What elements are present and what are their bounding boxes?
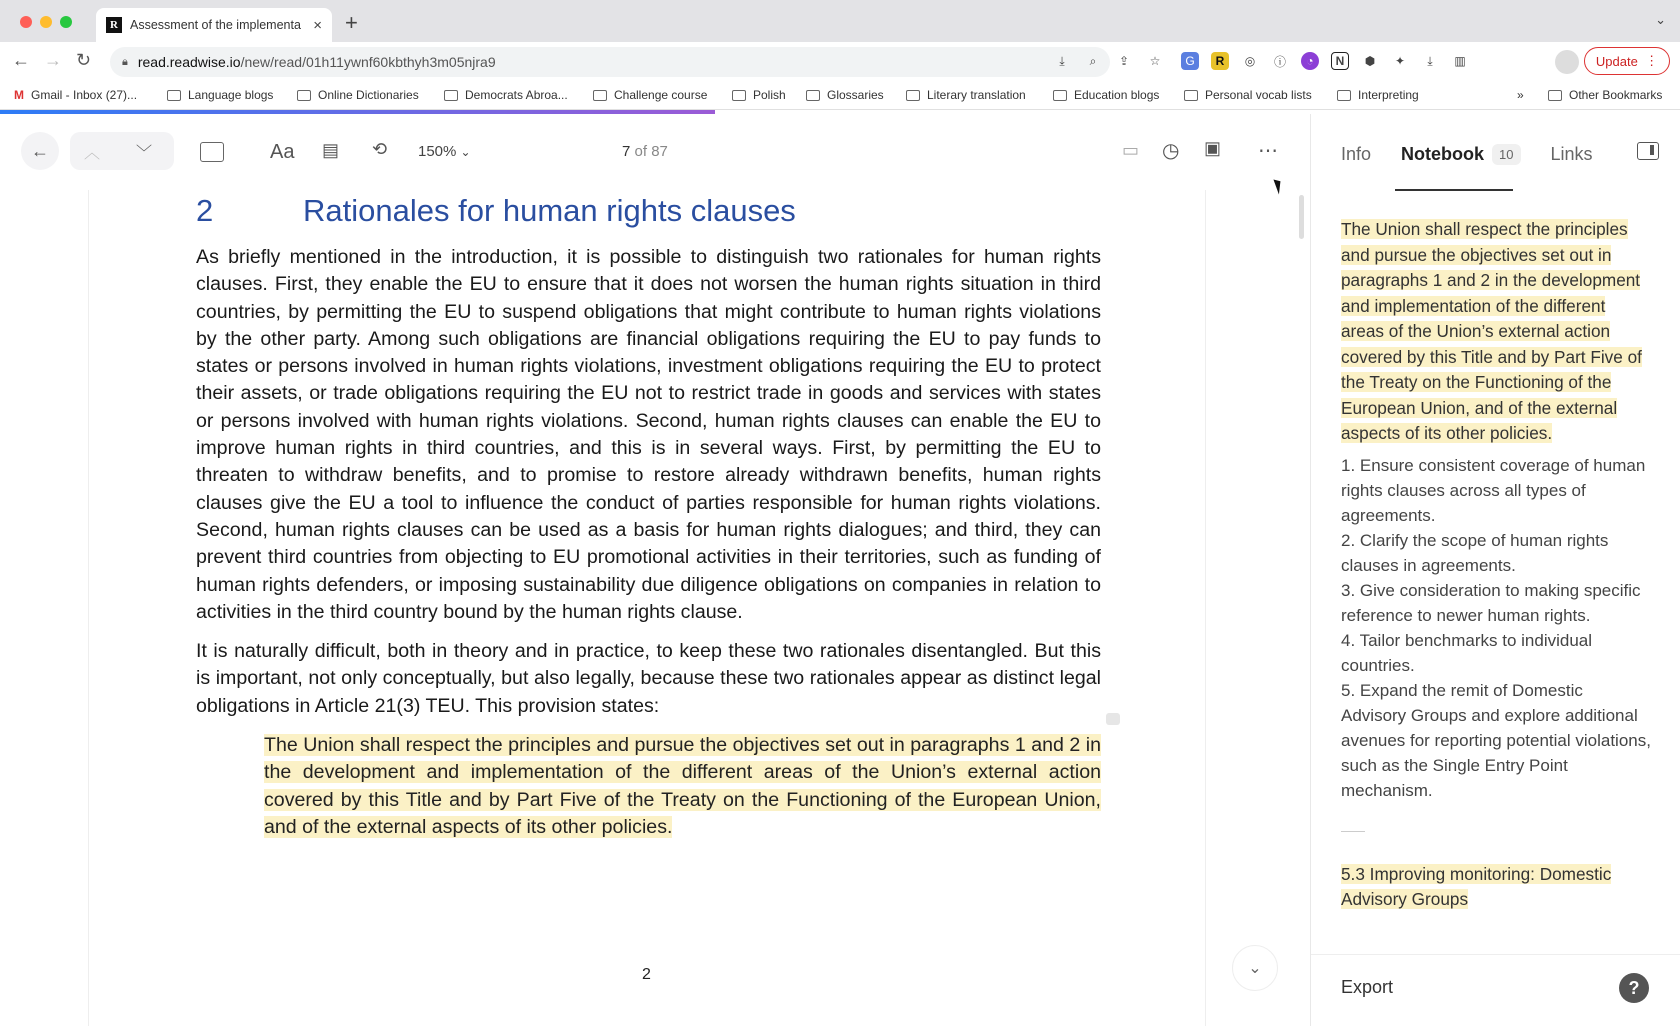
folder-icon — [732, 90, 746, 101]
folder-icon — [1548, 90, 1562, 101]
folder-icon — [1053, 90, 1067, 101]
paragraph: It is naturally difficult, both in theory and in practice, to keep these two rationales disentangled. But this is important, not only conceptually, but also legally, because these two rationales appear as distinct legal obligations in Article 21(3) TEU. This provision states: — [196, 640, 1101, 717]
zoom-dropdown[interactable] — [418, 143, 471, 160]
gmail-icon: M — [14, 88, 24, 102]
share-icon[interactable]: ⇪ — [1118, 54, 1130, 68]
forward-icon[interactable]: → — [44, 50, 62, 70]
inbox-icon[interactable]: ▭ — [1122, 140, 1140, 160]
browser-tab-bar — [0, 0, 1680, 42]
chevron-up-icon[interactable]: ︿ — [84, 145, 101, 162]
profile-avatar[interactable] — [1555, 50, 1579, 74]
bookmark-label: Literary translation — [927, 88, 1026, 102]
more-bookmarks-button[interactable]: » — [1517, 88, 1524, 102]
chevron-down-icon: ⌄ — [1248, 960, 1262, 977]
tab-label: Notebook — [1401, 144, 1485, 164]
bookmark-star-icon[interactable]: ☆ — [1149, 54, 1161, 68]
url-host: read.readwise.io — [137, 54, 241, 70]
bookmarks-bar — [0, 80, 1680, 110]
bookmark-folder[interactable] — [1053, 88, 1159, 102]
new-tab-button[interactable]: + — [345, 10, 358, 35]
update-label: Update — [1595, 53, 1638, 69]
side-panel-icon[interactable]: ▥ — [1454, 54, 1466, 68]
extension-icon-5[interactable]: ◔ — [1301, 52, 1319, 70]
browser-tab[interactable] — [96, 8, 332, 42]
extensions-puzzle-icon[interactable]: ✦ — [1394, 54, 1406, 68]
close-window-button[interactable] — [20, 16, 32, 28]
translate-extension-icon[interactable]: G — [1181, 52, 1199, 70]
highlight-text: The Union shall respect the principles and pursue the objectives set out in paragraphs 1 and 2 in the development and implementation of the different areas of the Union’s external action covered by this Title and by Part Five of the Treaty on the Functioning of the European Union, and of the external aspects of its other policies. — [1341, 219, 1642, 443]
tab-title: Assessment of the implementa — [130, 18, 301, 32]
highlighted-quote[interactable] — [264, 732, 1101, 841]
note-line: 1. Ensure consistent coverage of human rights clauses across all types of agreements. — [1341, 455, 1646, 525]
zoom-value: 150% — [418, 143, 457, 160]
export-button[interactable]: Export — [1341, 977, 1394, 997]
minimize-window-button[interactable] — [40, 16, 52, 28]
bookmark-gmail[interactable] — [14, 88, 137, 102]
right-panel-toggle-icon[interactable] — [1637, 142, 1659, 160]
export-footer — [1311, 954, 1680, 1026]
folder-icon — [593, 90, 607, 101]
notebook-sidebar — [1310, 114, 1680, 1026]
help-button[interactable]: ? — [1619, 973, 1649, 1003]
folder-icon — [167, 90, 181, 101]
rotate-icon[interactable]: ⟲ — [372, 139, 388, 159]
notion-extension-icon[interactable]: N — [1331, 52, 1349, 70]
note-line: 4. Tailor benchmarks to individual countries. — [1341, 630, 1593, 675]
note-line: 3. Give consideration to making specific reference to newer human rights. — [1341, 580, 1641, 625]
sidebar-tabs — [1341, 144, 1623, 165]
bookmark-label: Language blogs — [188, 88, 274, 102]
bookmark-label: Polish — [753, 88, 786, 102]
active-tab-underline — [1395, 189, 1513, 191]
bookmark-folder[interactable] — [732, 88, 786, 102]
bookmark-label: Challenge course — [614, 88, 708, 102]
notebook-count-badge: 10 — [1492, 144, 1520, 165]
bookmark-label: Democrats Abroa... — [465, 88, 568, 102]
reader-toolbar — [0, 114, 1310, 190]
readwise-extension-icon[interactable]: R — [1211, 52, 1229, 70]
scroll-down-button[interactable] — [1232, 945, 1278, 991]
archive-icon[interactable]: ▣ — [1204, 138, 1222, 158]
document-scrollbar[interactable] — [1299, 195, 1304, 239]
font-settings-icon[interactable]: Aa — [270, 141, 295, 163]
section-number: 2 — [196, 193, 214, 228]
highlight-card[interactable] — [1341, 862, 1651, 913]
bookmark-label: Online Dictionaries — [318, 88, 419, 102]
update-button[interactable]: Update ⋮ — [1584, 47, 1670, 75]
maximize-window-button[interactable] — [60, 16, 72, 28]
close-tab-icon[interactable]: × — [313, 16, 322, 34]
note-line: 2. Clarify the scope of human rights clauses in agreements. — [1341, 530, 1609, 575]
folder-icon — [444, 90, 458, 101]
bookmark-label: Personal vocab lists — [1205, 88, 1312, 102]
page-footer-number: 2 — [642, 966, 651, 983]
note-line: 5. Expand the remit of Domestic Advisory Groups and explore additional avenues for reporting potential violations, such as the Single Entry Point mechanism. — [1341, 680, 1651, 800]
doc-pager — [70, 132, 174, 170]
bookmark-folder[interactable] — [1184, 88, 1312, 102]
bookmark-label: Other Bookmarks — [1569, 88, 1663, 102]
bookmark-folder[interactable] — [167, 88, 273, 102]
zoom-icon[interactable]: ⌕ — [1089, 53, 1097, 68]
bookmark-folder[interactable] — [297, 88, 419, 102]
folder-icon — [1337, 90, 1351, 101]
bookmark-folder[interactable] — [906, 88, 1026, 102]
lock-icon: 🔒︎ — [122, 55, 128, 68]
extension-icon-3[interactable]: ◎ — [1244, 54, 1256, 68]
tab-links[interactable] — [1551, 144, 1593, 165]
later-clock-icon[interactable]: ◷ — [1162, 140, 1180, 162]
page-total: of 87 — [634, 143, 668, 160]
page-indicator — [622, 143, 668, 160]
bookmark-label: Interpreting — [1358, 88, 1419, 102]
document-outline-icon[interactable]: ▤ — [322, 140, 340, 160]
chevron-down-icon[interactable]: ﹀ — [136, 145, 153, 162]
bookmark-folder[interactable] — [444, 88, 568, 102]
section-title: Rationales for human rights clauses — [303, 193, 796, 228]
highlight-text: 5.3 Improving monitoring: Domestic Advisory Groups — [1341, 863, 1612, 909]
url-path: /new/read/01h11ywnf60kbthyh3m05njra9 — [240, 54, 496, 70]
bookmark-folder[interactable] — [806, 88, 884, 102]
extension-icon-7[interactable]: ⬢ — [1364, 54, 1376, 68]
folder-icon — [297, 90, 311, 101]
divider — [1341, 831, 1365, 832]
tab-notebook[interactable] — [1401, 144, 1520, 165]
bookmark-label: Education blogs — [1074, 88, 1160, 102]
back-icon[interactable]: ← — [12, 50, 30, 70]
folder-icon — [1184, 90, 1198, 101]
reload-icon[interactable]: ↻ — [76, 50, 92, 70]
page-current: 7 — [622, 143, 631, 160]
folder-icon — [806, 90, 820, 101]
install-app-icon[interactable]: ⤓ — [1059, 53, 1065, 68]
readwise-favicon-icon: R — [106, 17, 122, 33]
highlight-card[interactable] — [1341, 217, 1651, 447]
bookmark-label: Glossaries — [827, 88, 884, 102]
chevron-down-icon: ⌄ — [460, 145, 471, 159]
browser-nav-bar — [0, 42, 1680, 80]
document-content — [196, 190, 1101, 841]
tab-label: Info — [1341, 144, 1372, 164]
other-bookmarks-folder[interactable] — [1548, 88, 1662, 102]
more-options-icon[interactable]: ⋯ — [1258, 140, 1278, 162]
bookmark-folder[interactable] — [593, 88, 707, 102]
left-panel-toggle-icon[interactable] — [200, 142, 224, 162]
folder-icon — [906, 90, 920, 101]
highlight-note[interactable] — [1341, 453, 1651, 803]
back-arrow-icon[interactable]: ← — [21, 132, 59, 170]
note-bubble-icon[interactable] — [1106, 713, 1120, 725]
paragraph: As briefly mentioned in the introduction, it is possible to distinguish two rationales for human rights clauses. First, they enable the EU to ensure that it does not worsen the human rights situation in third countries, by permitting the EU to suspend obligations that might contribute to human rights violations by the other party. Among such obligations are financial obligations requiring the EU to pay funds to states or persons involved in human rights violations, investment obligations requiring the EU to protect their assets, or trade obligations requiring the EU not to restrict trade in goods and services with states or persons involved with human rights violations. Second, human rights clauses can enable the EU to improve human rights in third countries, and this is in several ways. First, by permitting the EU to threaten to withdraw benefits, and to promise to restore already withdrawn benefits, human rights clauses give the EU a tool to influence the conduct of parties responsible for human rights violations. Second, human rights clauses can be used as a basis for human rights dialogues; and third, they can prevent third countries from objecting to EU promotional activities in their territories, such as funding of human rights defenders, or imposing sustainability due diligence obligations on companies in relation to activities in the third country bound by the human rights clause. — [196, 246, 1101, 623]
bookmark-label: Gmail - Inbox (27)... — [31, 88, 138, 102]
section-heading — [196, 190, 1101, 232]
downloads-icon[interactable]: ⤓ — [1427, 53, 1433, 68]
extension-icon-4[interactable]: ⓘ — [1273, 54, 1286, 69]
notebook-list — [1341, 217, 1651, 913]
tab-label: Links — [1550, 144, 1593, 164]
highlight-text: The Union shall respect the principles and pursue the objectives set out in paragraphs 1 and 2 in the development and implementation of the different areas of the Union’s external action covered by this Title and by Part Five of the Treaty on the Functioning of the European Union, and of the external aspects of its other policies. — [264, 734, 1101, 838]
tab-info[interactable] — [1341, 144, 1371, 165]
address-bar[interactable] — [110, 47, 1110, 77]
tab-search-chevron-icon[interactable]: ⌄ — [1655, 12, 1666, 27]
bookmark-folder[interactable] — [1337, 88, 1419, 102]
